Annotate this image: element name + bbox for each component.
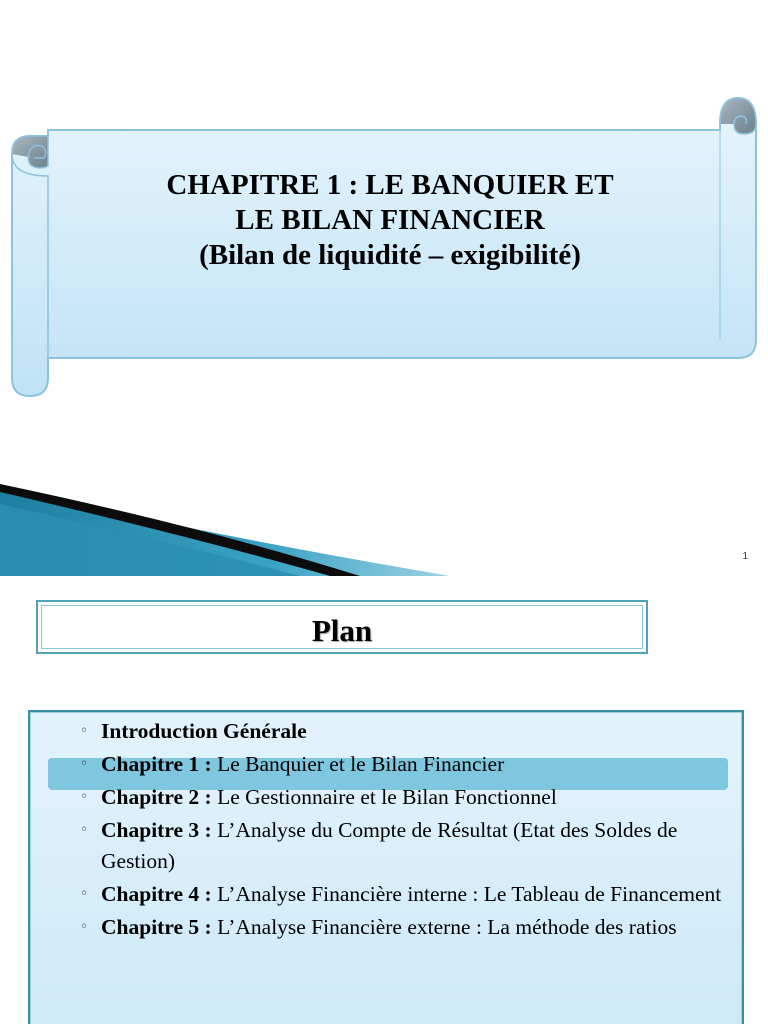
list-item-heading: Chapitre 5 : (101, 915, 218, 939)
chapter-title-line-2: LE BILAN FINANCIER (235, 204, 545, 236)
list-item-text: L’Analyse Financière interne : Le Tableau de Financement (217, 882, 722, 906)
list-item-heading: Chapitre 4 : (101, 882, 218, 906)
hollow-circle-bullet-icon: ◦ (80, 789, 89, 805)
list-item-text: Le Banquier et le Bilan Financier (217, 752, 505, 776)
list-item (78, 815, 728, 877)
list-item (78, 782, 728, 813)
slide-2 (0, 576, 768, 1024)
list-item-text: L’Analyse du Compte de Résultat (Etat des Soldes de Gestion) (101, 818, 678, 873)
plan-content-box (28, 710, 744, 1024)
list-item-text: L’Analyse Financière externe : La méthode des ratios (217, 915, 677, 939)
list-item (78, 716, 728, 747)
plan-title-box (36, 600, 648, 654)
hollow-circle-bullet-icon: ◦ (80, 723, 89, 739)
chapter-title-line-1: CHAPITRE 1 : LE BANQUIER ET (166, 169, 614, 201)
hollow-circle-bullet-icon: ◦ (80, 886, 89, 902)
list-item-heading: Chapitre 1 : (101, 752, 218, 776)
list-item-heading: Introduction Générale (101, 719, 307, 743)
hollow-circle-bullet-icon: ◦ (80, 919, 89, 935)
chapter-title-line-3: (Bilan de liquidité – exigibilité) (199, 239, 581, 271)
hollow-circle-bullet-icon: ◦ (80, 822, 89, 838)
list-item-text: Le Gestionnaire et le Bilan Fonctionnel (217, 785, 557, 809)
list-item-heading: Chapitre 3 : (101, 818, 218, 842)
chapter-title (60, 168, 720, 273)
list-item (78, 879, 728, 910)
slide-number: 1 (742, 551, 748, 562)
list-item (78, 912, 728, 943)
hollow-circle-bullet-icon: ◦ (80, 756, 89, 772)
list-item (78, 749, 728, 780)
plan-title: Plan (311, 613, 373, 648)
swoosh-decoration (0, 470, 460, 576)
plan-list (78, 716, 728, 945)
list-item-heading: Chapitre 2 : (101, 785, 218, 809)
